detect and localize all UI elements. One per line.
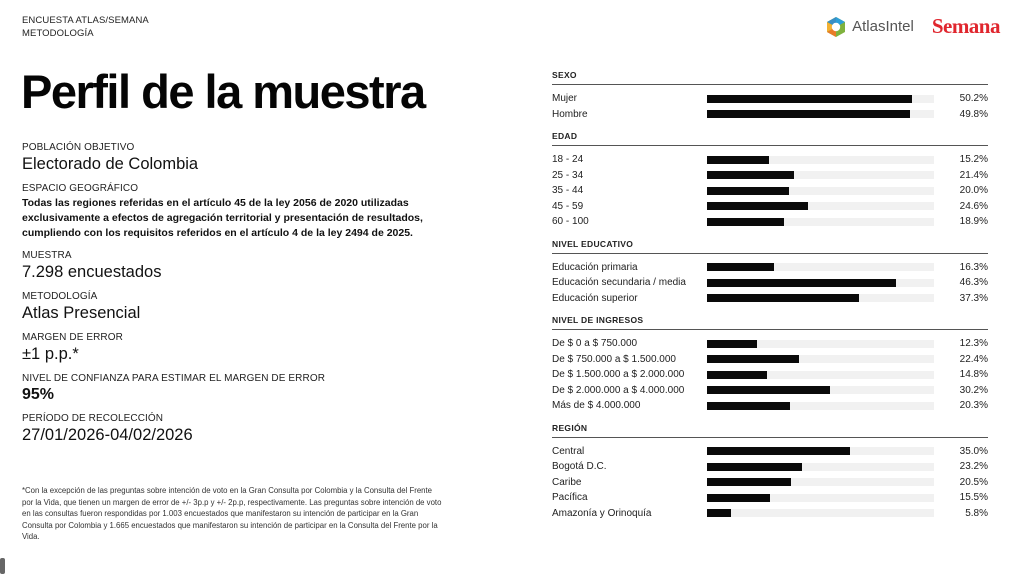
bar bbox=[707, 279, 896, 287]
bar-row bbox=[552, 152, 988, 168]
bar bbox=[707, 447, 850, 455]
bar bbox=[707, 110, 910, 118]
bar-category-label: 60 - 100 bbox=[552, 216, 589, 228]
bar-track bbox=[707, 171, 934, 179]
bar bbox=[707, 463, 802, 471]
bar bbox=[707, 263, 774, 271]
bar-track bbox=[707, 110, 934, 118]
bar-track bbox=[707, 447, 934, 455]
bar-value-label: 22.4% bbox=[959, 353, 988, 365]
bar-row bbox=[552, 91, 988, 107]
bar-category-label: Mujer bbox=[552, 93, 578, 105]
bar bbox=[707, 218, 784, 226]
bar-category-label: De $ 0 a $ 750.000 bbox=[552, 338, 638, 350]
chart-section bbox=[552, 423, 988, 522]
bar-category-label: Bogotá D.C. bbox=[552, 461, 607, 473]
chart-section-title: SEXO bbox=[552, 70, 988, 85]
chart-section-title: NIVEL EDUCATIVO bbox=[552, 239, 988, 254]
bar-category-label: Más de $ 4.000.000 bbox=[552, 400, 641, 412]
bar bbox=[707, 171, 794, 179]
bar-value-label: 20.3% bbox=[959, 400, 988, 412]
bar-category-label: Educación secundaria / media bbox=[552, 277, 686, 289]
bar-row bbox=[552, 475, 988, 491]
report-header-line1: ENCUESTA ATLAS/SEMANA bbox=[22, 15, 149, 26]
chart-section-title: EDAD bbox=[552, 131, 988, 146]
footnote: *Con la excepción de las preguntas sobre intención de voto en la Gran Consulta por Colombia y la Consulta del Frente por la Vida, que tienen un margen de error de +/- 3p.p y +/- 2p.p, respectivamente. Las preguntas sobre intención de voto en las consultas fueron respondidas por 1.003 encuestados que manifestaron su intención de participar en la Gran Consulta por Colombia y 1.665 encuestados que manifestaron su intención de participar en la Consulta del Frente por la Vida. bbox=[22, 486, 442, 542]
bar-value-label: 20.5% bbox=[959, 476, 988, 488]
metodologia-label: METODOLOGÍA bbox=[22, 291, 98, 302]
bar bbox=[707, 386, 830, 394]
bar-row bbox=[552, 199, 988, 215]
bar-row bbox=[552, 214, 988, 230]
bar-value-label: 24.6% bbox=[959, 200, 988, 212]
espacio-label: ESPACIO GEOGRÁFICO bbox=[22, 183, 139, 194]
bar bbox=[707, 95, 912, 103]
bar bbox=[707, 371, 767, 379]
bar-row bbox=[552, 260, 988, 276]
bar-row bbox=[552, 168, 988, 184]
bar-track bbox=[707, 371, 934, 379]
bar bbox=[707, 402, 790, 410]
bar-track bbox=[707, 279, 934, 287]
bar-row bbox=[552, 383, 988, 399]
bar-track bbox=[707, 509, 934, 517]
bar-track bbox=[707, 402, 934, 410]
chart-section bbox=[552, 239, 988, 307]
methodology-info bbox=[22, 142, 442, 445]
bar-value-label: 15.2% bbox=[959, 154, 988, 166]
bar-category-label: Hombre bbox=[552, 108, 588, 120]
bar bbox=[707, 187, 789, 195]
chart-section-title: NIVEL DE INGRESOS bbox=[552, 315, 988, 330]
margen-label: MARGEN DE ERROR bbox=[22, 332, 123, 343]
poblacion-label: POBLACIÓN OBJETIVO bbox=[22, 142, 135, 153]
chart-section bbox=[552, 70, 988, 122]
bar-row bbox=[552, 444, 988, 460]
bar bbox=[707, 340, 757, 348]
bar bbox=[707, 494, 770, 502]
bar bbox=[707, 294, 859, 302]
bar-row bbox=[552, 490, 988, 506]
muestra-value: 7.298 encuestados bbox=[22, 263, 162, 281]
page-title: Perfil de la muestra bbox=[21, 65, 425, 118]
bar-value-label: 30.2% bbox=[959, 384, 988, 396]
bar-row bbox=[552, 275, 988, 291]
bar-category-label: 35 - 44 bbox=[552, 185, 584, 197]
bar-category-label: Central bbox=[552, 445, 585, 457]
bar-row bbox=[552, 183, 988, 199]
chart-section bbox=[552, 315, 988, 414]
bar-category-label: De $ 2.000.000 a $ 4.000.000 bbox=[552, 384, 685, 396]
bar-category-label: De $ 1.500.000 a $ 2.000.000 bbox=[552, 369, 685, 381]
semana-logo: Semana bbox=[931, 14, 1000, 38]
bar-track bbox=[707, 294, 934, 302]
bar-value-label: 37.3% bbox=[959, 292, 988, 304]
bar-category-label: Pacífica bbox=[552, 492, 588, 504]
confianza-label: NIVEL DE CONFIANZA PARA ESTIMAR EL MARGEN DE ERROR bbox=[22, 373, 326, 384]
bar-value-label: 21.4% bbox=[959, 169, 988, 181]
bar-value-label: 12.3% bbox=[959, 338, 988, 350]
bar-category-label: 45 - 59 bbox=[552, 200, 584, 212]
bar-category-label: 25 - 34 bbox=[552, 169, 584, 181]
bar bbox=[707, 156, 769, 164]
margen-value: ±1 p.p.* bbox=[22, 345, 79, 363]
bar-category-label: Educación primaria bbox=[552, 261, 638, 273]
bar bbox=[707, 509, 731, 517]
poblacion-value: Electorado de Colombia bbox=[22, 155, 199, 173]
bar-track bbox=[707, 386, 934, 394]
bar-track bbox=[707, 218, 934, 226]
bar-category-label: Educación superior bbox=[552, 292, 638, 304]
report-header-line2: METODOLOGÍA bbox=[22, 28, 94, 39]
bar-track bbox=[707, 187, 934, 195]
bar-track bbox=[707, 355, 934, 363]
sample-profile-chart bbox=[552, 70, 988, 530]
bar-row bbox=[552, 398, 988, 414]
bar-value-label: 16.3% bbox=[959, 261, 988, 273]
bar-row bbox=[552, 506, 988, 522]
bar-row bbox=[552, 367, 988, 383]
bar-value-label: 23.2% bbox=[959, 461, 988, 473]
bar-track bbox=[707, 95, 934, 103]
bar-value-label: 20.0% bbox=[959, 185, 988, 197]
bar-track bbox=[707, 494, 934, 502]
atlasintel-logo-icon bbox=[825, 16, 847, 38]
report-header bbox=[22, 14, 149, 40]
metodologia-value: Atlas Presencial bbox=[22, 304, 141, 322]
bar bbox=[707, 478, 791, 486]
muestra-label: MUESTRA bbox=[22, 250, 72, 261]
bar-track bbox=[707, 463, 934, 471]
chart-section-title: REGIÓN bbox=[552, 423, 988, 438]
bar-category-label: De $ 750.000 a $ 1.500.000 bbox=[552, 353, 676, 365]
atlasintel-logo bbox=[825, 16, 914, 38]
bar-track bbox=[707, 202, 934, 210]
bar-value-label: 50.2% bbox=[959, 93, 988, 105]
bar-track bbox=[707, 263, 934, 271]
bar-value-label: 49.8% bbox=[959, 108, 988, 120]
bar bbox=[707, 355, 799, 363]
bar-row bbox=[552, 459, 988, 475]
bar-track bbox=[707, 340, 934, 348]
bar-value-label: 46.3% bbox=[959, 277, 988, 289]
espacio-value: Todas las regiones referidas en el artículo 45 de la ley 2056 de 2020 utilizadas exclusivamente a efectos de agregación territorial y presentación de resultados, cumpliendo con los requisitos referidos en el artículo 4 de la ley 2494 de 2025. bbox=[22, 197, 423, 239]
bar-value-label: 14.8% bbox=[959, 369, 988, 381]
bar-value-label: 18.9% bbox=[959, 216, 988, 228]
periodo-label: PERÍODO DE RECOLECCIÓN bbox=[22, 413, 164, 424]
periodo-value: 27/01/2026-04/02/2026 bbox=[22, 426, 193, 444]
atlasintel-logo-text: AtlasIntel bbox=[852, 18, 914, 35]
bar-track bbox=[707, 478, 934, 486]
scroll-handle[interactable] bbox=[0, 558, 5, 574]
bar-row bbox=[552, 107, 988, 123]
confianza-value: 95% bbox=[22, 386, 55, 403]
bar-value-label: 5.8% bbox=[965, 507, 988, 519]
bar-row bbox=[552, 291, 988, 307]
bar-category-label: 18 - 24 bbox=[552, 154, 584, 166]
bar bbox=[707, 202, 808, 210]
bar-category-label: Amazonía y Orinoquía bbox=[552, 507, 652, 519]
bar-value-label: 15.5% bbox=[959, 492, 988, 504]
bar-row bbox=[552, 336, 988, 352]
bar-category-label: Caribe bbox=[552, 476, 582, 488]
bar-row bbox=[552, 352, 988, 368]
bar-value-label: 35.0% bbox=[959, 445, 988, 457]
logos bbox=[825, 14, 1000, 39]
bar-track bbox=[707, 156, 934, 164]
chart-section bbox=[552, 131, 988, 230]
